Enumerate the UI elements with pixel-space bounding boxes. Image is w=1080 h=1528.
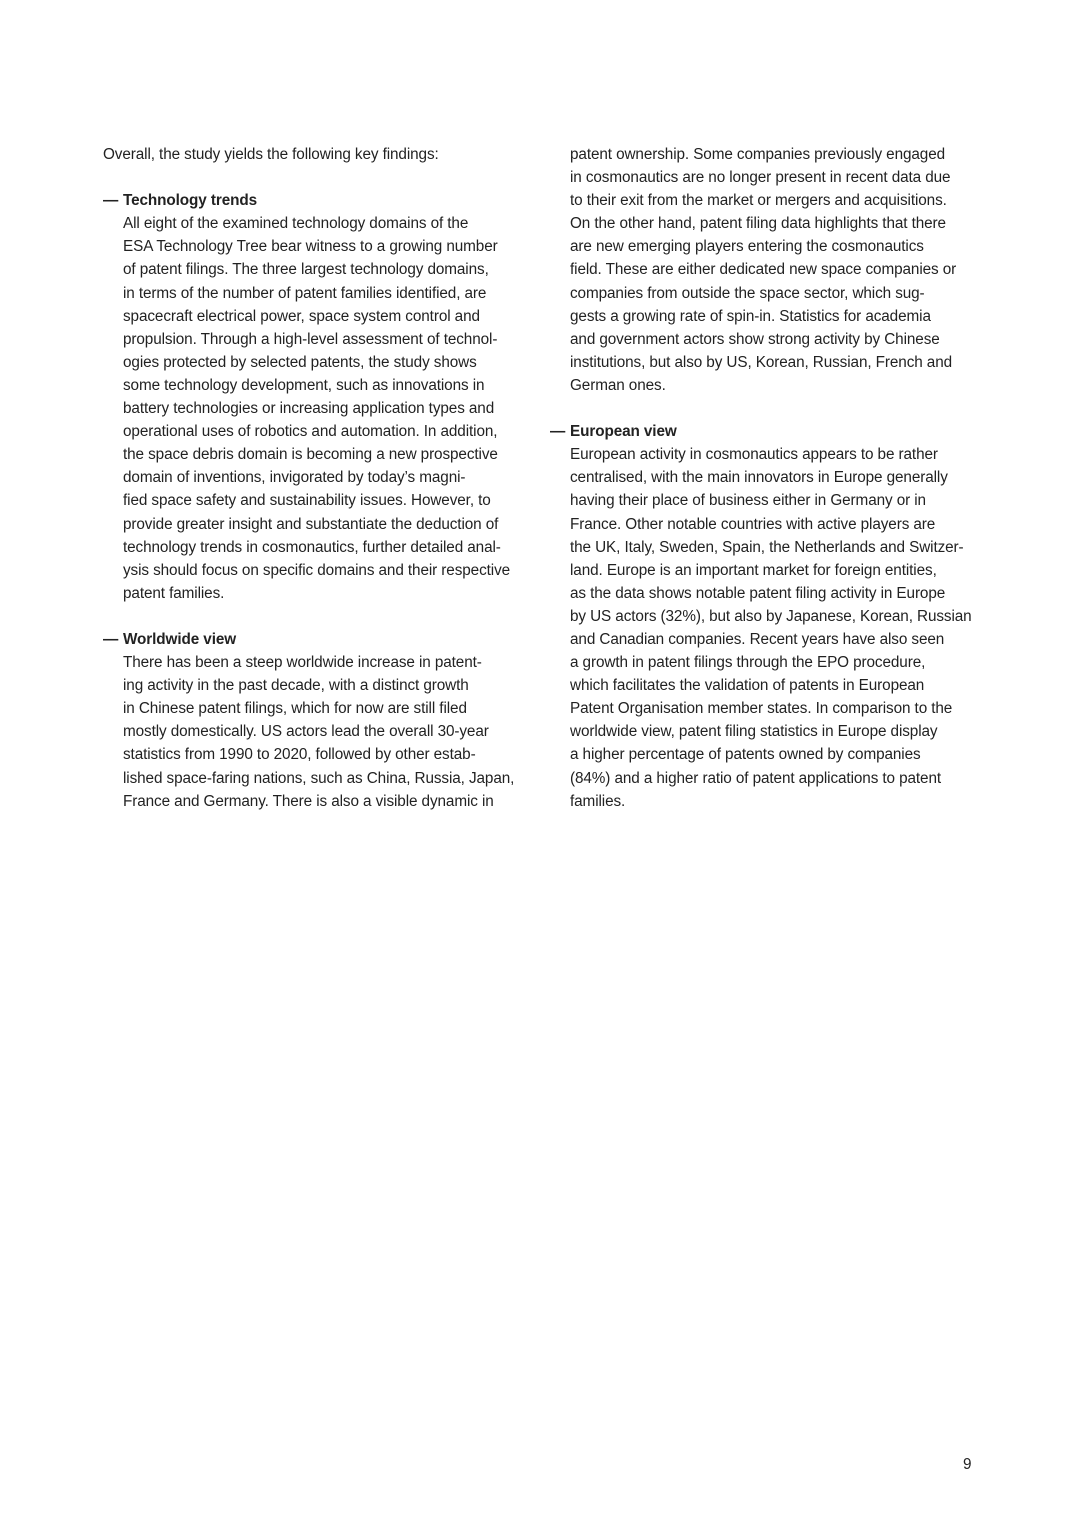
page-number: 9 [963, 1456, 972, 1473]
text-line: domain of inventions, invigorated by today’s magni- [123, 469, 466, 487]
text-line: some technology development, such as innovations in [123, 376, 485, 394]
text-line: patent ownership. Some companies previously engaged [570, 146, 946, 163]
text-line: gests a growing rate of spin-in. Statistics for academia [570, 307, 931, 325]
text-line: patent families. [123, 584, 225, 602]
text-line: (84%) and a higher ratio of patent applications to patent [570, 769, 942, 787]
text-line: field. These are either dedicated new space companies or [570, 261, 957, 279]
text-line: are new emerging players entering the cosmonautics [570, 238, 924, 256]
text-line: by US actors (32%), but also by Japanese, Korean, Russian [570, 607, 972, 625]
text-line: ysis should focus on specific domains and their respective [123, 561, 511, 579]
finding-title: Technology trends [123, 192, 258, 210]
dash-bullet: — [550, 423, 566, 441]
text-line: technology trends in cosmonautics, further detailed anal- [123, 538, 501, 556]
text-line: European activity in cosmonautics appears to be rather [570, 446, 938, 464]
text-line: worldwide view, patent filing statistics in Europe display [570, 723, 938, 741]
finding-technology-trends [103, 189, 533, 605]
finding-title: European view [570, 423, 677, 441]
text-line: All eight of the examined technology domains of the [123, 215, 469, 233]
text-line: the UK, Italy, Sweden, Spain, the Netherlands and Switzer- [570, 538, 964, 556]
intro-text: Overall, the study yields the following key findings: [103, 146, 439, 163]
text-line: in cosmonautics are no longer present in recent data due [570, 169, 951, 187]
finding-title: Worldwide view [123, 630, 237, 648]
text-line: to their exit from the market or mergers and acquisitions. [570, 192, 947, 210]
dash-bullet: — [103, 192, 119, 210]
text-line: spacecraft electrical power, space system control and [123, 307, 480, 325]
text-line: a higher percentage of patents owned by companies [570, 746, 921, 764]
finding-body [123, 651, 533, 813]
text-line: in terms of the number of patent families identified, are [123, 284, 487, 302]
text-line: There has been a steep worldwide increase in patent- [123, 654, 482, 672]
text-line: ing activity in the past decade, with a distinct growth [123, 677, 469, 695]
text-line: fied space safety and sustainability issues. However, to [123, 492, 491, 510]
text-line: Patent Organisation member states. In comparison to the [570, 700, 953, 718]
text-line: and government actors show strong activity by Chinese [570, 330, 940, 348]
worldwide-view-continuation [550, 143, 990, 397]
text-line: of patent filings. The three largest technology domains, [123, 261, 489, 279]
text-line: institutions, but also by US, Korean, Russian, French and [570, 353, 953, 371]
text-line: as the data shows notable patent filing activity in Europe [570, 584, 946, 602]
text-line: statistics from 1990 to 2020, followed by other estab- [123, 746, 476, 764]
text-line: ogies protected by selected patents, the study shows [123, 353, 477, 371]
text-line: having their place of business either in Germany or in [570, 492, 926, 510]
text-line: families. [570, 792, 626, 810]
text-line: France. Other notable countries with active players are [570, 515, 936, 533]
text-line: land. Europe is an important market for foreign entities, [570, 561, 937, 579]
finding-body [123, 212, 533, 605]
text-line: the space debris domain is becoming a new prospective [123, 446, 498, 464]
finding-worldwide-view [103, 628, 533, 813]
text-line: German ones. [570, 376, 666, 394]
text-line: centralised, with the main innovators in Europe generally [570, 469, 948, 487]
text-line: provide greater insight and substantiate the deduction of [123, 515, 499, 533]
text-line: On the other hand, patent filing data highlights that there [570, 215, 946, 233]
text-line: ESA Technology Tree bear witness to a growing number [123, 238, 498, 256]
right-column [550, 143, 990, 813]
text-line: operational uses of robotics and automation. In addition, [123, 423, 498, 441]
finding-body [570, 443, 990, 813]
text-line: propulsion. Through a high-level assessment of technol- [123, 330, 498, 348]
text-line: a growth in patent filings through the EPO procedure, [570, 654, 926, 672]
left-column [103, 143, 533, 813]
text-line: battery technologies or increasing application types and [123, 400, 495, 418]
finding-european-view [550, 420, 990, 813]
text-line: in Chinese patent filings, which for now are still filed [123, 700, 467, 718]
text-line: and Canadian companies. Recent years have also seen [570, 630, 945, 648]
dash-bullet: — [103, 630, 119, 648]
text-line: companies from outside the space sector, which sug- [570, 284, 925, 302]
text-line: France and Germany. There is also a visible dynamic in [123, 792, 494, 810]
text-line: lished space-faring nations, such as China, Russia, Japan, [123, 769, 515, 787]
text-line: which facilitates the validation of patents in European [570, 677, 925, 695]
text-line: mostly domestically. US actors lead the overall 30-year [123, 723, 489, 741]
